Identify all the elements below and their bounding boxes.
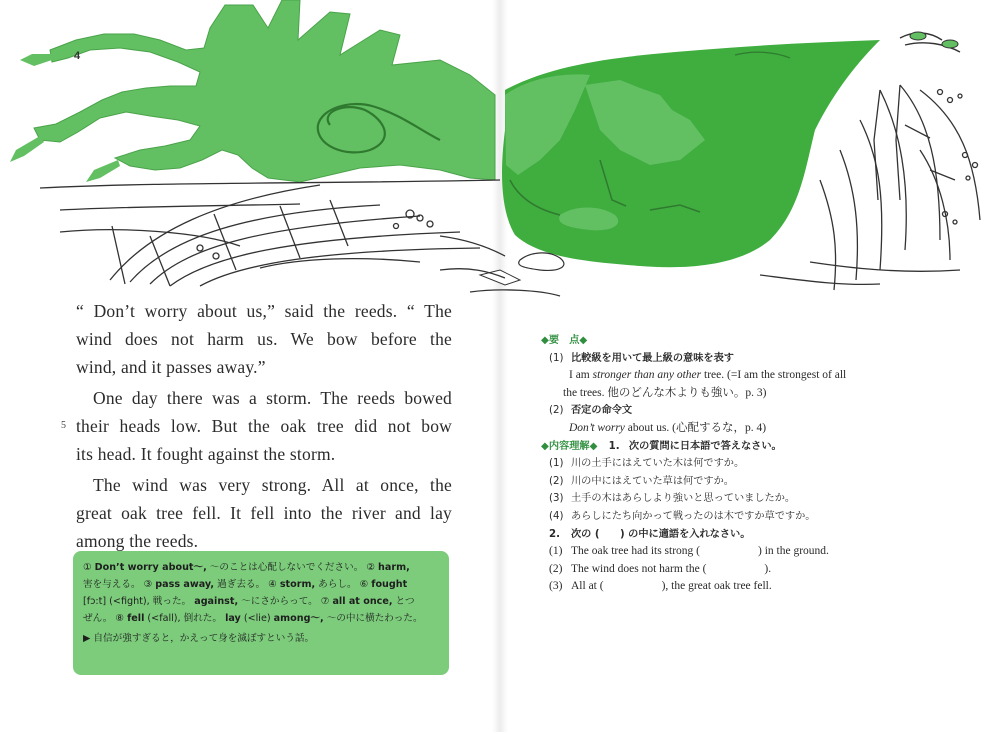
note-term: all at once, xyxy=(332,596,393,607)
story-paragraph-1 xyxy=(76,297,452,381)
key-point-number: (2) xyxy=(549,405,564,417)
key-point-1-example-cont: the trees. 他のどんな木よりも強い。p. 3) xyxy=(563,386,767,399)
note-term: harm, xyxy=(378,562,410,573)
story-line: among the reeds. xyxy=(76,531,199,551)
note-definition: (<lie) xyxy=(240,613,271,624)
example-text: tree. (=I am the strongest of all xyxy=(701,369,847,382)
note-marker: ⑧ xyxy=(115,613,125,624)
question-1-number: 1. xyxy=(608,440,620,452)
note-definition: ～のことは心配しないでください。 xyxy=(206,562,364,573)
note-term: lay xyxy=(225,613,241,624)
key-point-1-title xyxy=(541,350,931,368)
study-section xyxy=(541,332,931,596)
story-line: great oak tree fell. It fell into the river and lay xyxy=(76,503,452,523)
note-marker: ⑥ xyxy=(359,579,369,590)
key-point-number: (1) xyxy=(549,352,564,364)
notes-row xyxy=(83,593,439,610)
vocabulary-notes xyxy=(73,551,449,675)
note-definition: ～の中に横たわった。 xyxy=(323,613,423,624)
note-term: against, xyxy=(194,596,239,607)
key-point-1-example xyxy=(541,367,931,385)
note-definition: あらし。 xyxy=(315,579,357,590)
item-number: (2) xyxy=(549,562,563,575)
story-line: One day there was a storm. The reeds bowed xyxy=(93,388,452,408)
story-paragraph-3 xyxy=(76,471,452,555)
item-text: 川の土手にはえていた木は何ですか。 xyxy=(571,458,745,470)
note-term: storm, xyxy=(279,579,316,590)
story-line: their heads low. But the oak tree did not bow xyxy=(76,416,452,436)
note-definition: とつ xyxy=(392,596,415,607)
note-marker: ② xyxy=(366,562,375,573)
story-line: wind, and it passes away.” xyxy=(76,357,266,377)
key-point-title: 否定の命令文 xyxy=(571,405,633,417)
question-1-item xyxy=(541,473,931,491)
question-1-item xyxy=(541,490,931,508)
key-point-title: 比較級を用いて最上級の意味を表す xyxy=(571,352,734,364)
note-marker: ③ xyxy=(143,579,153,590)
note-definition: [fɔ:t] (<fight), 戦った。 xyxy=(83,596,192,607)
question-1-title: 次の質問に日本語で答えなさい。 xyxy=(628,440,782,452)
fallen-oak-tree xyxy=(480,32,960,285)
question-1-item xyxy=(541,455,931,473)
moral-tip xyxy=(83,630,439,647)
story-line: The wind was very strong. All at once, the xyxy=(93,475,452,495)
item-text: 土手の木はあらしより強いと思っていましたか。 xyxy=(571,493,796,505)
notes-row xyxy=(83,576,439,593)
story-line: its head. It fought against the storm. xyxy=(76,444,336,464)
question-2-item xyxy=(541,561,931,579)
key-point-2-example xyxy=(541,420,931,438)
item-text: ) in the ground. xyxy=(758,545,829,558)
question-1-item xyxy=(541,508,931,526)
item-text: The wind does not harm the ( xyxy=(571,562,707,575)
note-definition: (<fall), 倒れた。 xyxy=(144,613,222,624)
item-number: (1) xyxy=(549,458,564,470)
example-text: I am xyxy=(569,369,593,382)
note-definition: ～にさからって。 xyxy=(238,596,318,607)
note-term: pass away, xyxy=(155,579,215,590)
play-arrow-icon: ▶ xyxy=(83,633,91,644)
story-line: “ Don’t worry about us,” said the reeds. “ The xyxy=(76,301,452,321)
question-2-number: 2. xyxy=(549,528,560,540)
note-term: fought xyxy=(371,579,408,590)
item-text: The oak tree had its strong ( xyxy=(571,545,701,558)
item-text: 川の中にはえていた草は何ですか。 xyxy=(571,475,734,487)
story-line: wind does not harm us. We bow before the xyxy=(76,329,452,349)
storm-illustration xyxy=(0,0,1000,300)
note-term: among～, xyxy=(273,613,324,624)
note-marker: ① xyxy=(83,562,92,573)
question-2-title: 次の ( ) の中に適語を入れなさい。 xyxy=(571,528,751,540)
note-marker: ④ xyxy=(268,579,277,590)
item-number: (3) xyxy=(549,493,564,505)
item-number: (2) xyxy=(549,475,564,487)
notes-row xyxy=(83,559,439,576)
moral-text: 自信が強すぎると，かえって身を滅ぼすという話。 xyxy=(93,633,315,644)
story-text xyxy=(76,297,452,555)
item-number: (3) xyxy=(549,580,563,593)
note-term: fell xyxy=(127,613,145,624)
question-2-item xyxy=(541,578,931,596)
example-emphasis: stronger than any other xyxy=(592,369,702,382)
line-number-marker: 5 xyxy=(61,420,66,431)
key-point-2-title xyxy=(541,402,931,420)
comprehension-header-row xyxy=(541,438,931,456)
comprehension-header: ◆内容理解◆ xyxy=(541,440,598,452)
wind-spirit-figure xyxy=(10,0,495,182)
note-marker: ⑦ xyxy=(320,596,330,607)
question-2-title-row xyxy=(541,526,931,544)
item-text: All at ( xyxy=(571,580,604,593)
page-number: 4 xyxy=(74,50,81,62)
question-2-item xyxy=(541,543,931,561)
item-text: あらしにたち向かって戦ったのは木ですか草ですか。 xyxy=(571,510,816,522)
note-definition: 害を与える。 xyxy=(83,579,141,590)
story-paragraph-2 xyxy=(76,384,452,468)
example-text: about us. (心配するな，p. 4) xyxy=(624,421,767,434)
example-emphasis: Don’t worry xyxy=(569,421,625,434)
notes-row xyxy=(83,610,439,627)
note-term: Don’t worry about～, xyxy=(94,562,207,573)
item-text: ), the great oak tree fell. xyxy=(661,580,772,593)
item-text: ). xyxy=(764,562,772,575)
key-points-header: ◆要 点◆ xyxy=(541,335,588,346)
note-definition: 過ぎ去る。 xyxy=(214,579,266,590)
item-number: (1) xyxy=(549,545,563,558)
note-definition: ぜん。 xyxy=(83,613,113,624)
item-number: (4) xyxy=(549,510,564,522)
